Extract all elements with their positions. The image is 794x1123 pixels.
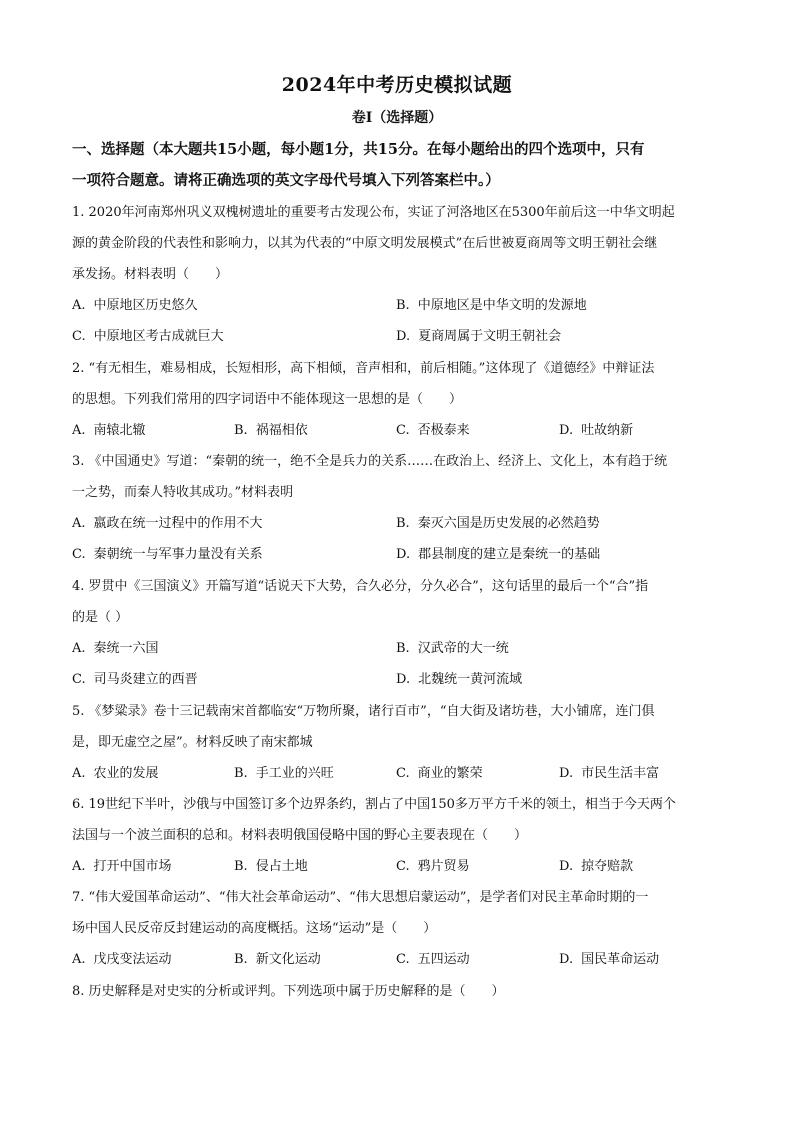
option-d[interactable]: [396, 664, 522, 695]
option-letter: C.: [396, 423, 410, 438]
option-text: 祸福相依: [255, 423, 308, 438]
option-c[interactable]: [396, 415, 470, 446]
option-text: 中原地区考古成就巨大: [93, 329, 224, 344]
question-3-options-row-2: [72, 539, 722, 570]
option-letter: C.: [72, 672, 86, 687]
section-line: 一、选择题（本大题共15小题，每小题1分，共15分。在每小题给出的四个选项中，只有: [72, 141, 645, 158]
option-text: 司马炎建立的西晋: [93, 672, 198, 687]
option-letter: D.: [559, 423, 574, 438]
option-letter: B.: [396, 516, 410, 531]
option-a[interactable]: [72, 415, 146, 446]
option-d[interactable]: [559, 758, 659, 789]
section-instructions: [72, 134, 727, 196]
option-letter: A.: [72, 859, 86, 874]
option-d[interactable]: [559, 944, 659, 975]
option-b[interactable]: [234, 758, 334, 789]
option-letter: D.: [559, 952, 574, 967]
option-c[interactable]: [72, 321, 224, 352]
option-text: 秦朝统一与军事力量没有关系: [93, 547, 263, 562]
option-d[interactable]: [559, 851, 633, 882]
paper-subtitle: 卷Ⅰ（选择题）: [351, 110, 443, 126]
option-text: 市民生活丰富: [581, 766, 660, 781]
question-4-options-row-1: [72, 633, 722, 664]
option-letter: B.: [396, 298, 410, 313]
option-text: 打开中国市场: [93, 859, 172, 874]
option-text: 农业的发展: [93, 766, 159, 781]
question-text-line: 3. 《中国通史》写道：“秦朝的统一，绝不全是兵力的关系……在政治上、经济上、文化上，本有趋于统: [72, 454, 668, 469]
option-letter: B.: [234, 952, 248, 967]
option-a[interactable]: [72, 508, 263, 539]
option-c[interactable]: [72, 664, 198, 695]
option-d[interactable]: [396, 321, 561, 352]
question-text-line: 8. 历史解释是对史实的分析或评判。下列选项中属于历史解释的是（ ）: [72, 984, 505, 999]
question-text-line: 承发扬。材料表明（ ）: [72, 267, 229, 282]
option-letter: D.: [559, 859, 574, 874]
question-text-line: 5. 《梦粱录》卷十三记载南宋首都临安“万物所聚，诸行百市”，“自大街及诸坊巷，大小铺席，连门俱: [72, 704, 655, 719]
option-c[interactable]: [396, 851, 470, 882]
question-5-options: [72, 758, 722, 789]
question-text-line: 1. 2020年河南郑州巩义双槐树遗址的重要考古发现公布，实证了河洛地区在5300年前后这一中华文明起: [72, 205, 675, 220]
question-4: [72, 571, 722, 633]
option-text: 北魏统一黄河流域: [418, 672, 523, 687]
option-letter: B.: [234, 766, 248, 781]
option-letter: C.: [72, 547, 86, 562]
option-letter: D.: [396, 329, 411, 344]
option-text: 郡县制度的建立是秦统一的基础: [418, 547, 601, 562]
option-text: 戊戌变法运动: [93, 952, 172, 967]
option-b[interactable]: [234, 851, 308, 882]
option-b[interactable]: [396, 633, 509, 664]
option-a[interactable]: [72, 758, 159, 789]
question-1-options-row-2: [72, 321, 722, 352]
question-5: [72, 696, 722, 758]
option-letter: A.: [72, 423, 86, 438]
option-text: 中原地区历史悠久: [93, 298, 198, 313]
option-b[interactable]: [234, 944, 321, 975]
option-c[interactable]: [72, 539, 263, 570]
question-1-options-row-1: [72, 290, 722, 321]
option-letter: A.: [72, 952, 86, 967]
question-text-line: 一之势，而秦人特收其成功。”材料表明: [72, 485, 294, 500]
option-text: 商业的繁荣: [417, 766, 483, 781]
option-text: 侵占土地: [255, 859, 308, 874]
option-text: 掠夺赔款: [581, 859, 634, 874]
option-d[interactable]: [559, 415, 633, 446]
question-text-line: 场中国人民反帝反封建运动的高度概括。这场“运动”是（ ）: [72, 921, 437, 936]
option-text: 秦灭六国是历史发展的必然趋势: [417, 516, 600, 531]
option-text: 汉武帝的大一统: [417, 641, 509, 656]
question-3-options-row-1: [72, 508, 722, 539]
question-text-line: 2. “有无相生，难易相成，长短相形，高下相倾，音声相和，前后相随。”这体现了《道德经》中辩证法: [72, 361, 655, 376]
question-text-line: 6. 19世纪下半叶，沙俄与中国签订多个边界条约，割占了中国150多万平方千米的领土，相当于今天两个: [72, 797, 676, 812]
option-letter: A.: [72, 766, 86, 781]
option-c[interactable]: [396, 758, 483, 789]
question-text-line: 源的黄金阶段的代表性和影响力，以其为代表的“中原文明发展模式”在后世被夏商周等文明王朝社会继: [72, 236, 658, 251]
option-letter: B.: [396, 641, 410, 656]
option-text: 南辕北辙: [93, 423, 146, 438]
question-1: [72, 197, 722, 290]
option-a[interactable]: [72, 633, 159, 664]
option-text: 国民革命运动: [581, 952, 660, 967]
question-text-line: 法国与一个波兰面积的总和。材料表明俄国侵略中国的野心主要表现在（ ）: [72, 828, 528, 843]
question-8: [72, 976, 722, 1007]
option-text: 手工业的兴旺: [255, 766, 334, 781]
option-letter: D.: [396, 547, 411, 562]
option-letter: B.: [234, 859, 248, 874]
option-text: 鸦片贸易: [417, 859, 470, 874]
option-a[interactable]: [72, 290, 198, 321]
option-letter: A.: [72, 298, 86, 313]
question-3: [72, 446, 722, 508]
option-a[interactable]: [72, 851, 172, 882]
option-letter: C.: [396, 952, 410, 967]
option-letter: A.: [72, 516, 86, 531]
option-text: 否极泰来: [417, 423, 470, 438]
question-text-line: 是，即无虚空之屋”。材料反映了南宋都城: [72, 735, 313, 750]
option-letter: A.: [72, 641, 86, 656]
option-letter: C.: [72, 329, 86, 344]
option-text: 五四运动: [417, 952, 470, 967]
option-text: 夏商周属于文明王朝社会: [418, 329, 562, 344]
question-text-line: 7. “伟大爱国革命运动”、“伟大社会革命运动”、“伟大思想启蒙运动”，是学者们对民主革命时期的一: [72, 890, 649, 905]
question-text-line: 4. 罗贯中《三国演义》开篇写道“话说天下大势，合久必分，分久必合”，这句话里的最后一个“合”指: [72, 579, 649, 594]
option-text: 嬴政在统一过程中的作用不大: [93, 516, 263, 531]
option-b[interactable]: [234, 415, 308, 446]
option-text: 中原地区是中华文明的发源地: [417, 298, 587, 313]
option-text: 新文化运动: [255, 952, 321, 967]
question-4-options-row-2: [72, 664, 722, 695]
option-c[interactable]: [396, 944, 470, 975]
option-letter: D.: [396, 672, 411, 687]
option-a[interactable]: [72, 944, 172, 975]
option-letter: D.: [559, 766, 574, 781]
option-letter: B.: [234, 423, 248, 438]
question-7: [72, 882, 722, 944]
page-title: 2024年中考历史模拟试题: [281, 74, 513, 96]
question-6: [72, 789, 722, 851]
question-text-line: 的是（ ）: [72, 610, 129, 625]
option-letter: C.: [396, 859, 410, 874]
question-7-options: [72, 944, 722, 975]
option-text: 秦统一六国: [93, 641, 159, 656]
section-line: 一项符合题意。请将正确选项的英文字母代号填入下列答案栏中。）: [72, 172, 500, 189]
question-2-options: [72, 415, 722, 446]
question-2: [72, 353, 722, 415]
option-letter: C.: [396, 766, 410, 781]
option-b[interactable]: [396, 290, 587, 321]
question-6-options: [72, 851, 722, 882]
question-text-line: 的思想。下列我们常用的四字词语中不能体现这一思想的是（ ）: [72, 392, 463, 407]
option-b[interactable]: [396, 508, 600, 539]
option-text: 吐故纳新: [581, 423, 634, 438]
option-d[interactable]: [396, 539, 600, 570]
